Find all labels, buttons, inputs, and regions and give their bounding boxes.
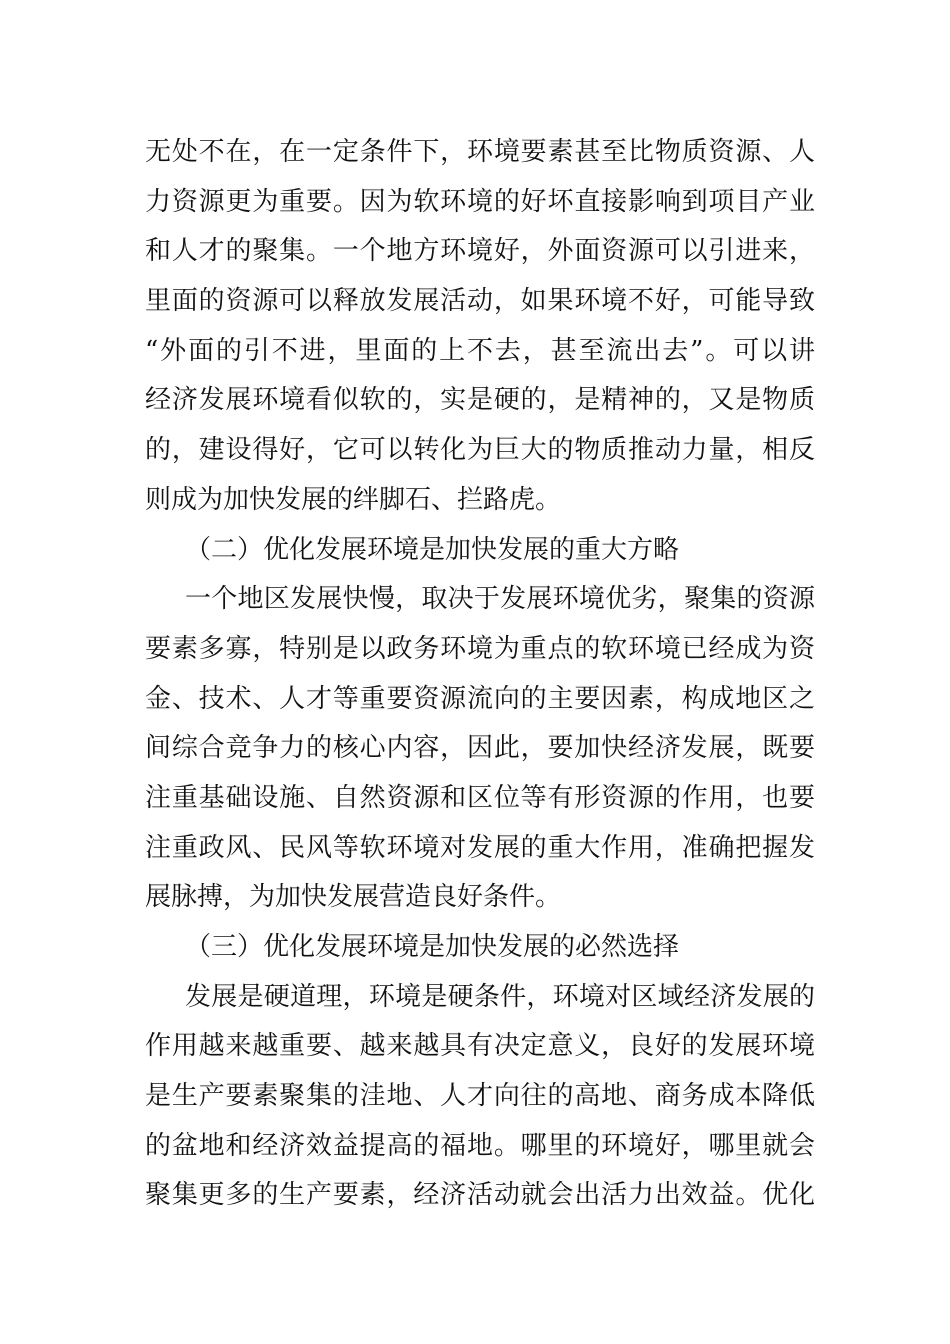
text-line: 作用越来越重要、越来越具有决定意义，良好的发展环境 (145, 1031, 815, 1062)
text-line: 里面的资源可以释放发展活动，如果环境不好，可能导致 (145, 286, 815, 317)
paragraph-1 (145, 128, 815, 526)
text-line: 一个地区发展快慢，取决于发展环境优劣，聚集的资源 (185, 584, 815, 615)
text-line: 经济发展环境看似软的，实是硬的，是精神的，又是物质 (145, 385, 815, 416)
text-line: 发展是硬道理，环境是硬条件，环境对区域经济发展的 (185, 981, 815, 1012)
text-line: 要素多寡，特别是以政务环境为重点的软环境已经成为资 (145, 633, 815, 664)
text-line: 展脉搏，为加快发展营造良好条件。 (145, 882, 562, 913)
text-line: “外面的引不进，里面的上不去，甚至流出去”。可以讲 (145, 335, 815, 366)
document-body (145, 128, 815, 1221)
text-line: 无处不在，在一定条件下，环境要素甚至比物质资源、人 (145, 137, 815, 167)
text-line: 注重基础设施、自然资源和区位等有形资源的作用，也要 (145, 782, 815, 813)
text-line: 的盆地和经济效益提高的福地。哪里的环境好，哪里就会 (145, 1130, 815, 1161)
text-line: 金、技术、人才等重要资源流向的主要因素，构成地区之 (145, 683, 815, 714)
text-line: 则成为加快发展的绊脚石、拦路虎。 (145, 484, 562, 515)
text-line: 聚集更多的生产要素，经济活动就会出活力出效益。优化 (145, 1180, 815, 1211)
text-line: 力资源更为重要。因为软环境的好坏直接影响到项目产业 (145, 186, 815, 217)
text-line: 注重政风、民风等软环境对发展的重大作用，准确把握发 (145, 832, 815, 863)
section-heading-3: （三）优化发展环境是加快发展的必然选择 (185, 932, 680, 962)
paragraph-2 (145, 575, 815, 923)
text-line: 和人才的聚集。一个地方环境好，外面资源可以引进来， (145, 236, 815, 267)
paragraph-3 (145, 973, 815, 1221)
text-line: 是生产要素聚集的洼地、人才向往的高地、商务成本降低 (145, 1081, 815, 1112)
text-line: 间综合竞争力的核心内容，因此，要加快经济发展，既要 (145, 733, 815, 764)
text-line: 的，建设得好，它可以转化为巨大的物质推动力量，相反 (145, 435, 815, 466)
section-heading-2: （二）优化发展环境是加快发展的重大方略 (185, 534, 680, 565)
